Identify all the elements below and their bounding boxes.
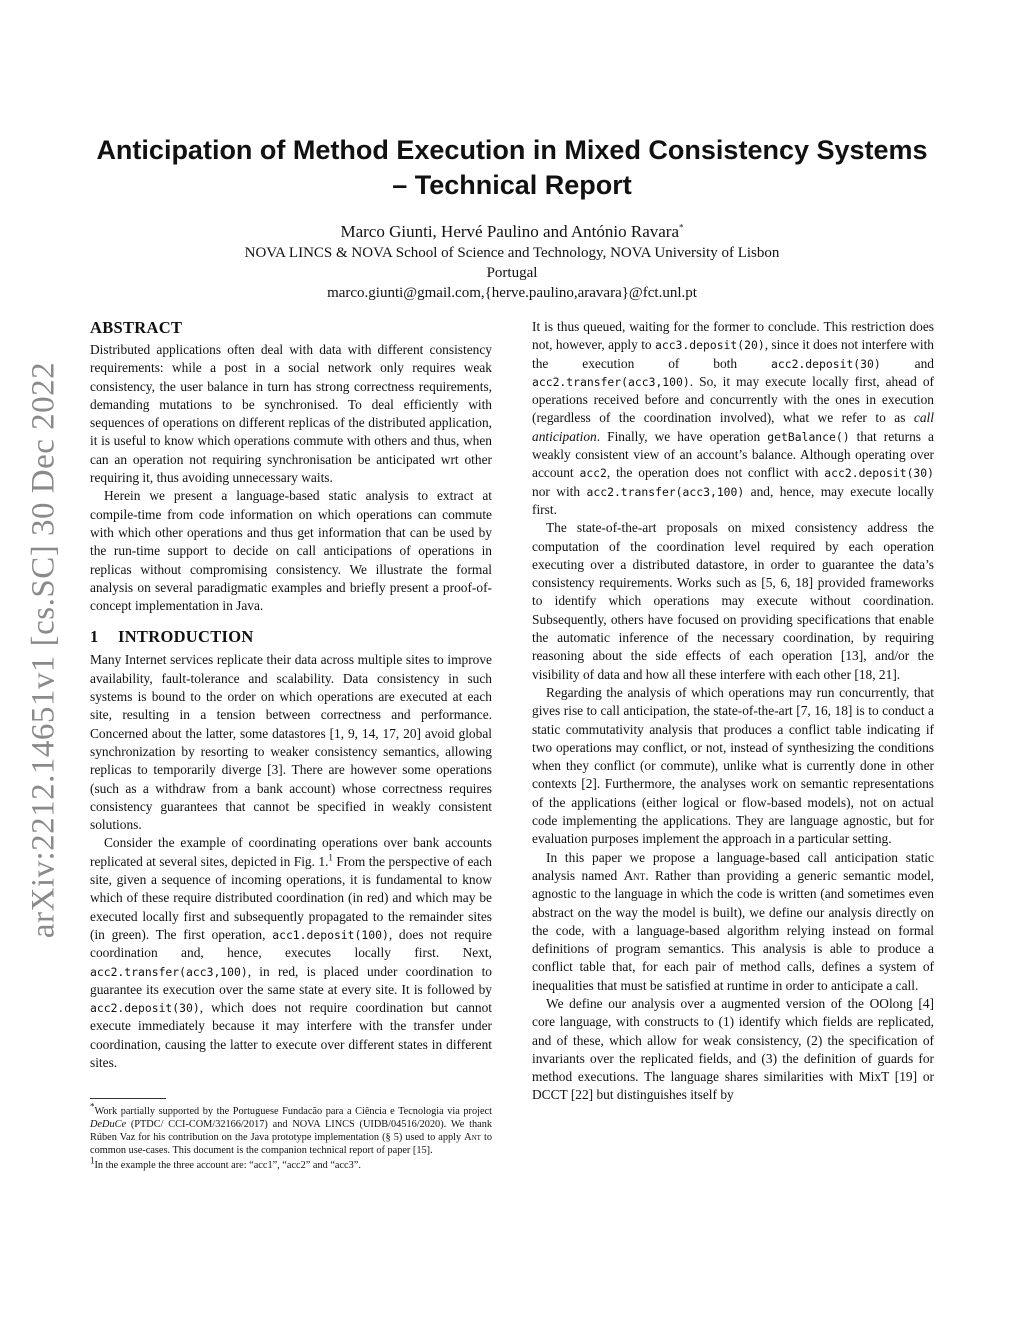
code-inline: acc2.transfer(acc3,100) [532, 374, 690, 389]
tool-name: Ant [623, 867, 646, 883]
affiliation-line-1: NOVA LINCS & NOVA School of Science and Technology, NOVA University of Lisbon [244, 245, 780, 261]
right-paragraph-4 [532, 849, 934, 995]
author-email: marco.giunti@gmail.com,{herve.paulino,aravara}@fct.unl.pt [327, 285, 697, 301]
text-run: , the operation does not conflict with [606, 465, 825, 481]
abstract-heading: ABSTRACT [90, 318, 183, 337]
code-inline: acc2.deposit(30) [824, 466, 935, 481]
code-inline: getBalance() [767, 429, 850, 444]
left-column [90, 318, 492, 1072]
right-paragraph-5: We define our analysis over a augmented version of the OOlong [4] core language, with constructs to (1) identify which fields are replicated, and of these, which allow for weak consistency, (2) the specification of invariants over the replicated fields, and (3) the definition of guards for method executions. The language shares similarities with MixT [19] or DCCT [22] but distinguishes itself by [532, 995, 934, 1103]
paper-title [80, 133, 944, 203]
emphasis: call anticipation [532, 410, 934, 444]
code-inline: acc2.transfer(acc3,100) [90, 964, 248, 979]
title-line-1: Anticipation of Method Execution in Mixed Consistency Systems [96, 135, 928, 165]
tool-name: Ant [464, 1132, 481, 1143]
code-inline: acc1.deposit(100) [272, 927, 389, 942]
right-paragraph-3: Regarding the analysis of which operations may run concurrently, that gives rise to call anticipation, the state-of-the-art [7, 16, 18] is to conduct a static commutativity analysis that produces a conflict table indicating if two operations may conflict, or not, instead of synthesizing the conditions when they conflict (or commute), unlike what is currently done in other contexts [2]. Furthermore, the analyses work on semantic representations of the applications (either logical or flow-based models), not on actual code implementing the applications. They are language agnostic, but for evaluation purposes implement the approach in a particular setting. [532, 684, 934, 847]
introduction-section [90, 627, 492, 1072]
abstract-paragraph-1: Distributed applications often deal with data with different consistency requirements: while a post in a social network only requires weak consistency, the user balance in turn has strong correctness requirements, demanding mutations to be synchronised. To deal efficiently with sequences of operations on different replicas of the distributed application, it is useful to know which operations commute with others and thus, when can an operation not requiring synchronisation be anticipated wrt other requiring it, thus avoiding unnecessary waits. [90, 342, 492, 486]
text-run: Consider the example of coordinating operations over bank accounts replicated at several sites, depicted in Fig. 1. [90, 835, 492, 869]
affiliation-line-2: Portugal [486, 265, 538, 281]
text-run: to common use-cases. This document is the companion technical report of paper [15]. [90, 1132, 492, 1156]
intro-paragraph-2 [90, 834, 492, 1072]
right-column [532, 318, 934, 1105]
text-run: . Rather than providing a generic semantic model, agnostic to the language in which the code is written (and sometimes even abstract on the way the model is built), we define our analysis directly on the code, with a language-based algorithm relying instead on formal definitions of program semantics. This analysis is able to produce a conflict table that, for each pair of method calls, defines a system of inequalities that must be satisfied at runtime in order to anticipate a call. [532, 867, 935, 993]
right-paragraph-2: The state-of-the-art proposals on mixed consistency address the computation of the coordination level required by each operation executing over a distributed datastore, in order to guarantee the data’s consistency requirements. Works such as [5, 6, 18] provided frameworks to identify which operations may execute without coordination. Subsequently, others have focused on providing specifications that enable the automatic inference of the necessary coordination, by requiring reasoning about the side effects of each operation [13], and/or the visibility of data and how all these interfere with each other [18, 21]. [532, 520, 934, 682]
text-run: , which does not require coordination but cannot execute immediately because it may interfere with the transfer under coordination, causing the latter to execute over different states in different sites. [90, 1000, 492, 1070]
text-run: . So, it may execute locally first, ahead of operations received before and concurrently with the ones in execution (regardless of the coordination involved), what we refer to as [532, 373, 934, 426]
section-number: 1 [90, 627, 99, 647]
text-run: Work partially supported by the Portuguese Fundacão para a Ciência e Tecnologia via project [94, 1106, 492, 1117]
text-run: In this paper we propose a language-based call anticipation static analysis named [532, 849, 934, 883]
author-list [80, 221, 944, 242]
footnote-star [90, 1101, 492, 1157]
code-inline: acc2.transfer(acc3,100) [586, 484, 745, 499]
intro-paragraph-1: Many Internet services replicate their data across multiple sites to improve availability, fault-tolerance and scalability. Data consistency in such systems is bound to the order on which operations are executed at each site, resulting in a tension between correctness and performance. Concerned about the latter, some datastores [1, 9, 14, 17, 20] avoid global synchronization by resorting to weaker consistency semantics, allowing replicas to temporarily diverge [3]. There are however some operations (such as a withdraw from a bank account) whose correctness requires consistency guarantees that cannot be specified in weakly consistent solutions. [90, 652, 492, 833]
abstract-paragraph-2: Herein we present a language-based static analysis to extract at compile-time from code information on which operations can commute with which other operations and thus get information that can be used by the run-time support to decide on call anticipations of operations in replicas without compromising consistency. We illustrate the formal analysis on several paradigmatic examples and briefly present a proof-of-concept implementation in Java. [90, 488, 492, 614]
title-line-2: – Technical Report [392, 170, 632, 200]
affiliation [80, 243, 944, 303]
authors-footnote-mark: * [679, 222, 684, 233]
text-run: nor with [532, 483, 587, 499]
text-run: From the perspective of each site, given a sequence of incoming operations, it is fundamental to know which of these require distributed coordination (in red) and which may be executed locally first and subsequently propagated to the remainder sites (in green). The first operation, [90, 853, 492, 942]
code-inline: acc2.deposit(30) [771, 356, 881, 371]
project-name: DeDuCe [90, 1119, 127, 1130]
text-run: (PTDC/ CCI-COM/32166/2017) and NOVA LINCS (UIDB/04516/2020). We thank Rúben Vaz for his contribution on the Java prototype implementation (§ 5) used to apply [90, 1119, 492, 1143]
text-run: that returns a weakly consistent view of an account’s balance. Although operating over account [532, 428, 935, 481]
footnote-divider [90, 1098, 166, 1099]
footnote-mark: 1 [90, 1155, 95, 1166]
footnote-1 [90, 1155, 492, 1172]
right-paragraph-1 [532, 318, 934, 519]
abstract-section [90, 318, 492, 615]
footnote-mark: * [90, 1101, 95, 1112]
text-run: , does not require coordination and, hence, executes locally first. Next, [90, 926, 492, 961]
text-run: and, hence, may execute locally first. [532, 483, 934, 517]
authors-text: Marco Giunti, Hervé Paulino and António Ravara [340, 222, 679, 241]
text-run: , since it does not interfere with the execution of both [532, 337, 934, 371]
text-run: and [880, 355, 934, 371]
footnote-ref-1[interactable]: 1 [328, 852, 333, 863]
text-run: In the example the three account are: “acc1”, “acc2” and “acc3”. [94, 1160, 361, 1171]
code-inline: acc2 [579, 466, 607, 481]
text-run: , in red, is placed under coordination to guarantee its execution over the same state at every site. It is followed by [90, 963, 492, 997]
code-inline: acc3.deposit(20) [654, 338, 765, 353]
introduction-heading [90, 627, 492, 647]
section-title: INTRODUCTION [118, 627, 254, 647]
footnotes [90, 1098, 492, 1174]
code-inline: acc2.deposit(30) [90, 1001, 200, 1016]
arxiv-stamp-text: arXiv:2212.14651v1 [cs.SC] 30 Dec 2022 [25, 361, 62, 939]
text-run: It is thus queued, waiting for the former to conclude. This restriction does not, however, apply to [532, 319, 934, 353]
text-run: . Finally, we have operation [596, 428, 768, 444]
